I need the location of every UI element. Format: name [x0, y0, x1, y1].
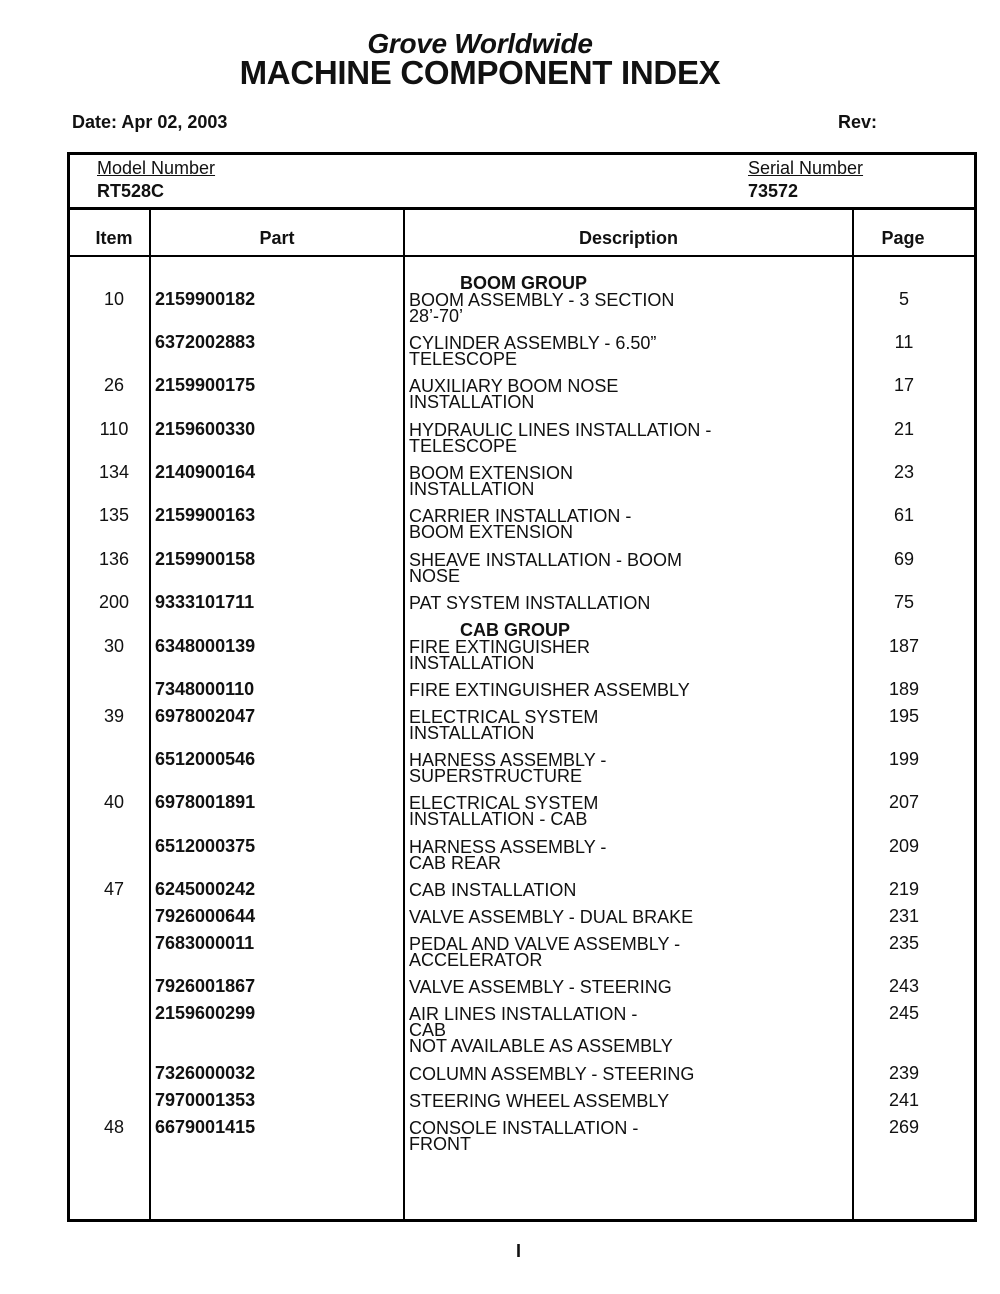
description-line: CAB REAR — [409, 853, 502, 873]
item-number: 47 — [103, 879, 125, 899]
part-description — [409, 752, 606, 784]
part-number: 7683000011 — [155, 933, 255, 953]
model-number-label: Model Number — [97, 158, 216, 178]
page-reference: 239 — [888, 1063, 920, 1083]
item-number: 26 — [103, 375, 125, 395]
part-number: 2159900158 — [155, 549, 256, 569]
page-reference: 207 — [888, 792, 920, 812]
column-divider — [403, 210, 405, 1219]
part-number: 6679001415 — [155, 1117, 256, 1137]
part-description — [409, 709, 598, 741]
part-description — [409, 595, 650, 611]
page-reference: 219 — [888, 879, 920, 899]
column-header-item: Item — [95, 228, 133, 248]
page-reference: 235 — [888, 933, 920, 953]
description-line: HARNESS ASSEMBLY - — [409, 750, 607, 770]
item-number: 30 — [103, 636, 125, 656]
page-reference: 23 — [893, 462, 915, 482]
item-number: 10 — [103, 289, 125, 309]
part-number: 7926000644 — [155, 906, 256, 926]
description-line: BOOM EXTENSION — [409, 463, 574, 483]
page-reference: 11 — [894, 332, 914, 352]
description-line: AUXILIARY BOOM NOSE — [409, 376, 619, 396]
description-line: ELECTRICAL SYSTEM — [409, 707, 599, 727]
part-description — [409, 508, 631, 540]
part-number: 7326000032 — [155, 1063, 256, 1083]
item-number: 136 — [98, 549, 130, 569]
page-reference: 189 — [888, 679, 920, 699]
description-line: ELECTRICAL SYSTEM — [409, 793, 599, 813]
document-date: Date: Apr 02, 2003 — [72, 112, 228, 132]
part-number: 6978002047 — [155, 706, 256, 726]
document-title: MACHINE COMPONENT INDEX — [239, 54, 721, 91]
part-number: 2159900163 — [155, 505, 256, 525]
part-number: 6512000375 — [155, 836, 256, 856]
item-number: 200 — [98, 592, 130, 612]
part-number: 6512000546 — [155, 749, 256, 769]
page-reference: 231 — [888, 906, 920, 926]
page-reference: 5 — [898, 289, 909, 309]
part-number: 6348000139 — [155, 636, 256, 656]
page-reference: 269 — [888, 1117, 920, 1137]
page-reference: 61 — [893, 505, 915, 525]
divider — [70, 255, 974, 257]
part-number: 7970001353 — [155, 1090, 256, 1110]
description-line: PEDAL AND VALVE ASSEMBLY - — [409, 934, 681, 954]
item-number: 40 — [103, 792, 125, 812]
item-number: 134 — [98, 462, 130, 482]
page-number: I — [516, 1241, 522, 1261]
description-line: INSTALLATION — [409, 479, 535, 499]
page-reference: 245 — [888, 1003, 920, 1023]
part-description — [409, 1093, 669, 1109]
description-line: FRONT — [409, 1134, 471, 1154]
description-line: STEERING WHEEL ASSEMBLY — [409, 1091, 670, 1111]
description-line: INSTALLATION — [409, 392, 535, 412]
group-heading-boom: BOOM GROUP — [460, 273, 588, 293]
part-description — [409, 335, 656, 367]
part-description — [409, 979, 672, 995]
description-line: VALVE ASSEMBLY - STEERING — [409, 977, 672, 997]
description-line: CONSOLE INSTALLATION - — [409, 1118, 639, 1138]
part-description — [409, 552, 682, 584]
description-line: HYDRAULIC LINES INSTALLATION - — [409, 420, 712, 440]
description-line: HARNESS ASSEMBLY - — [409, 837, 607, 857]
column-header-description: Description — [578, 228, 679, 248]
page-reference: 209 — [888, 836, 920, 856]
page-reference: 187 — [888, 636, 920, 656]
description-line: BOOM ASSEMBLY - 3 SECTION — [409, 290, 675, 310]
part-number: 6372002883 — [155, 332, 256, 352]
description-line: INSTALLATION - CAB — [409, 809, 588, 829]
description-line: SUPERSTRUCTURE — [409, 766, 583, 786]
description-line: CYLINDER ASSEMBLY - 6.50” — [409, 333, 657, 353]
column-header-part: Part — [259, 228, 295, 248]
description-line: TELESCOPE — [409, 349, 518, 369]
part-description — [409, 1006, 673, 1054]
part-number: 2159600299 — [155, 1003, 256, 1023]
part-number: 6978001891 — [155, 792, 256, 812]
part-number: 2140900164 — [155, 462, 256, 482]
part-number: 6245000242 — [155, 879, 256, 899]
description-line: INSTALLATION — [409, 653, 535, 673]
part-number: 2159900175 — [155, 375, 256, 395]
part-description — [409, 839, 606, 871]
description-line: SHEAVE INSTALLATION - BOOM — [409, 550, 683, 570]
part-description — [409, 795, 598, 827]
serial-number-label: Serial Number — [748, 158, 864, 178]
part-number: 9333101711 — [155, 592, 255, 612]
item-number: 39 — [103, 706, 125, 726]
item-number: 135 — [98, 505, 130, 525]
component-index-table — [67, 152, 977, 1222]
serial-number-value: 73572 — [748, 181, 799, 201]
part-description — [409, 1066, 694, 1082]
description-line: CAB — [409, 1020, 447, 1040]
part-description — [409, 378, 618, 410]
item-number: 48 — [103, 1117, 125, 1137]
part-number: 7348000110 — [155, 679, 255, 699]
part-description — [409, 1120, 638, 1152]
description-line: 28’-70’ — [409, 306, 464, 326]
revision-label: Rev: — [838, 112, 878, 132]
description-line: FIRE EXTINGUISHER ASSEMBLY — [409, 680, 690, 700]
page-reference: 21 — [893, 419, 915, 439]
part-number: 7926001867 — [155, 976, 256, 996]
part-description — [409, 639, 590, 671]
divider — [70, 207, 974, 210]
page-reference: 195 — [888, 706, 920, 726]
description-line: TELESCOPE — [409, 436, 518, 456]
page-reference: 199 — [888, 749, 920, 769]
page-reference: 17 — [893, 375, 915, 395]
description-line: INSTALLATION — [409, 723, 535, 743]
part-number: 2159900182 — [155, 289, 256, 309]
description-line: NOT AVAILABLE AS ASSEMBLY — [409, 1036, 673, 1056]
page-reference: 69 — [893, 549, 915, 569]
description-line: CARRIER INSTALLATION - — [409, 506, 632, 526]
part-description — [409, 909, 693, 925]
description-line: PAT SYSTEM INSTALLATION — [409, 593, 651, 613]
part-description — [409, 465, 573, 497]
column-header-page: Page — [881, 228, 925, 248]
group-heading-cab: CAB GROUP — [460, 620, 571, 640]
description-line: CAB INSTALLATION — [409, 880, 577, 900]
description-line: BOOM EXTENSION — [409, 522, 574, 542]
part-number: 2159600330 — [155, 419, 256, 439]
part-description — [409, 936, 680, 968]
page-reference: 75 — [893, 592, 915, 612]
description-line: ACCELERATOR — [409, 950, 543, 970]
description-line: COLUMN ASSEMBLY - STEERING — [409, 1064, 695, 1084]
part-description — [409, 422, 711, 454]
company-name: Grove Worldwide — [367, 28, 593, 59]
page-reference: 241 — [888, 1090, 920, 1110]
description-line: AIR LINES INSTALLATION - — [409, 1004, 638, 1024]
column-divider — [852, 210, 854, 1219]
description-line: FIRE EXTINGUISHER — [409, 637, 591, 657]
part-description — [409, 292, 674, 324]
item-number: 110 — [99, 419, 129, 439]
model-number-value: RT528C — [97, 181, 165, 201]
page-reference: 243 — [888, 976, 920, 996]
description-line: VALVE ASSEMBLY - DUAL BRAKE — [409, 907, 694, 927]
part-description — [409, 682, 690, 698]
part-description — [409, 882, 576, 898]
description-line: NOSE — [409, 566, 461, 586]
